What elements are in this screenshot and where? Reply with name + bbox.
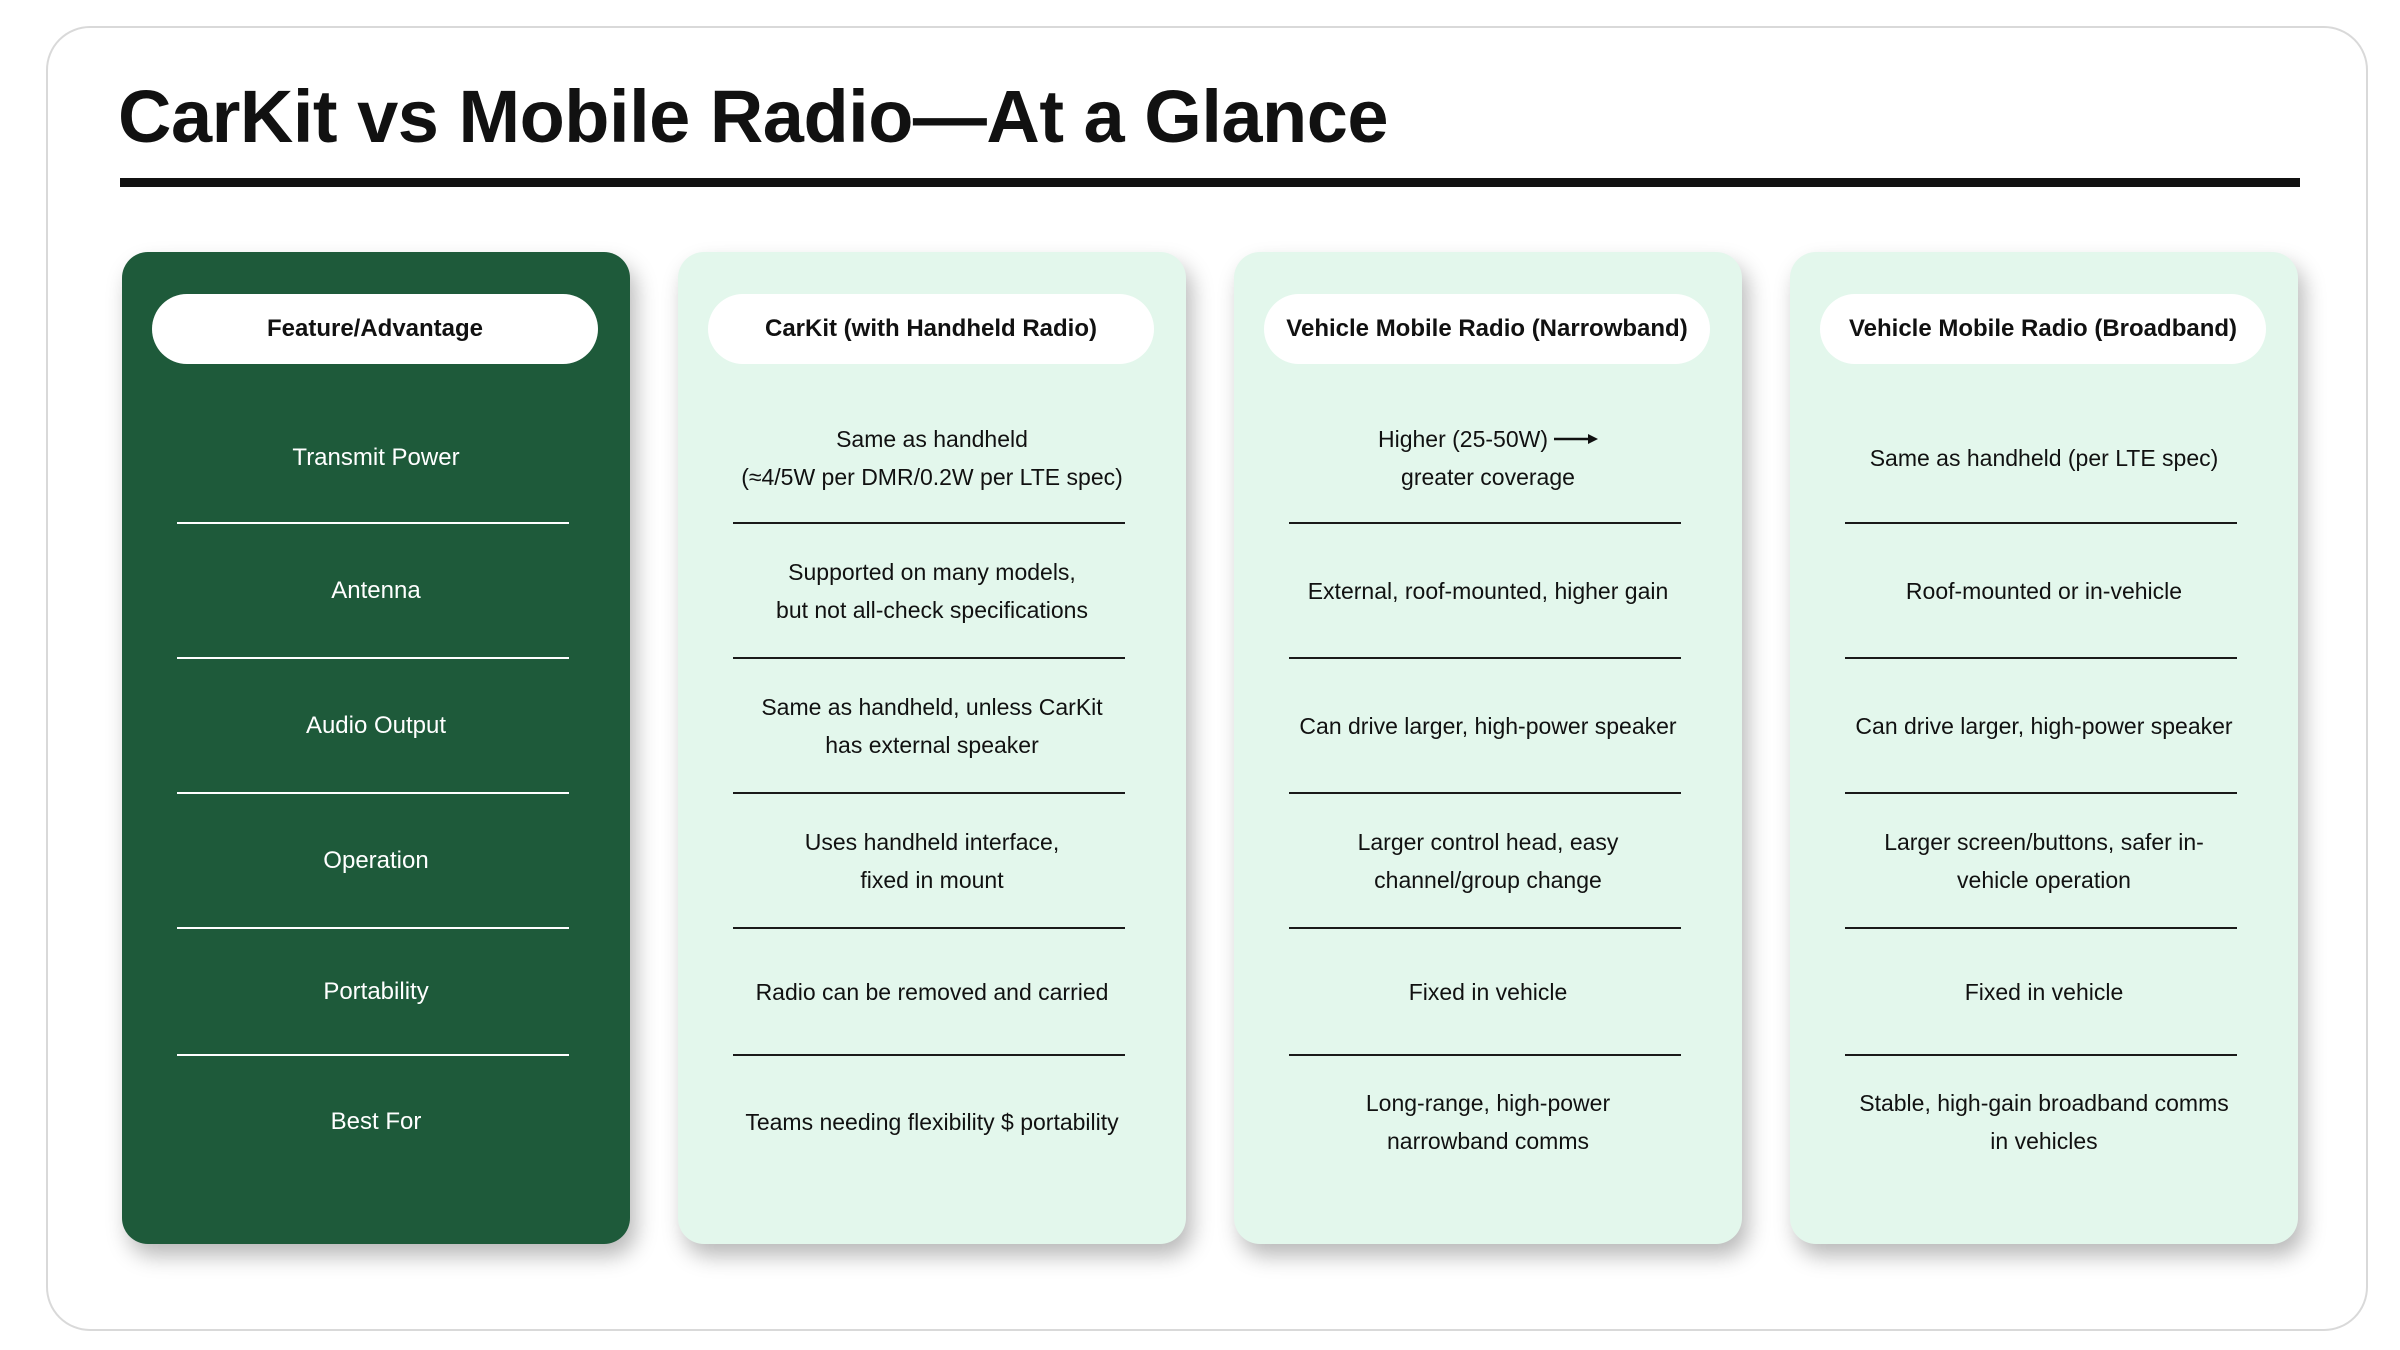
carkit-audio-output: Same as handheld, unless CarKit has external speaker bbox=[761, 693, 1103, 758]
row-label-portability: Portability bbox=[323, 977, 429, 1005]
row-label-transmit-power: Transmit Power bbox=[292, 444, 460, 471]
broadband-best-for: Stable, high-gain broadband comms in vehicles bbox=[1859, 1090, 2229, 1154]
narrowband-best-for: Long-range, high-power narrowband comms bbox=[1365, 1090, 1611, 1154]
row-label-audio-output: Audio Output bbox=[305, 711, 447, 739]
page-title: CarKit vs Mobile Radio—At a Glance bbox=[118, 75, 1389, 158]
carkit-operation: Uses handheld interface, fixed in mount bbox=[804, 828, 1060, 893]
narrowband-operation: Larger control head, easy channel/group change bbox=[1357, 828, 1619, 893]
column-header-narrowband: Vehicle Mobile Radio (Narrowband) bbox=[1264, 294, 1710, 364]
narrowband-transmit-power: Higher (25-50W) greater coverage bbox=[1234, 404, 1742, 512]
column-header-feature: Feature/Advantage bbox=[152, 294, 598, 364]
arrow-right-icon bbox=[1554, 432, 1598, 446]
broadband-audio-output: Can drive larger, high-power speaker bbox=[1855, 712, 2233, 739]
narrowband-antenna: External, roof-mounted, higher gain bbox=[1307, 577, 1669, 604]
broadband-operation: Larger screen/buttons, safer in- vehicle operation bbox=[1884, 828, 2204, 893]
title-underline bbox=[120, 178, 2300, 187]
broadband-transmit-power: Same as handheld (per LTE spec) bbox=[1869, 445, 2219, 471]
feature-column bbox=[122, 252, 630, 1244]
broadband-portability: Fixed in vehicle bbox=[1964, 978, 2124, 1005]
carkit-transmit-power: Same as handheld (≈4/5W per DMR/0.2W per LTE spec) bbox=[741, 426, 1123, 490]
broadband-antenna: Roof-mounted or in-vehicle bbox=[1905, 577, 2183, 604]
column-header-carkit: CarKit (with Handheld Radio) bbox=[708, 294, 1154, 364]
carkit-best-for: Teams needing flexibility $ portability bbox=[745, 1109, 1119, 1135]
carkit-column bbox=[678, 252, 1186, 1244]
column-header-broadband: Vehicle Mobile Radio (Broadband) bbox=[1820, 294, 2266, 364]
row-label-operation: Operation bbox=[323, 846, 429, 874]
carkit-portability: Radio can be removed and carried bbox=[755, 978, 1109, 1005]
narrowband-portability: Fixed in vehicle bbox=[1408, 978, 1568, 1005]
row-label-best-for: Best For bbox=[330, 1108, 422, 1135]
narrowband-audio-output: Can drive larger, high-power speaker bbox=[1299, 712, 1677, 739]
narrowband-column bbox=[1234, 252, 1742, 1244]
row-label-antenna: Antenna bbox=[331, 576, 421, 604]
carkit-antenna: Supported on many models, but not all-check specifications bbox=[776, 558, 1088, 623]
broadband-column bbox=[1790, 252, 2298, 1244]
